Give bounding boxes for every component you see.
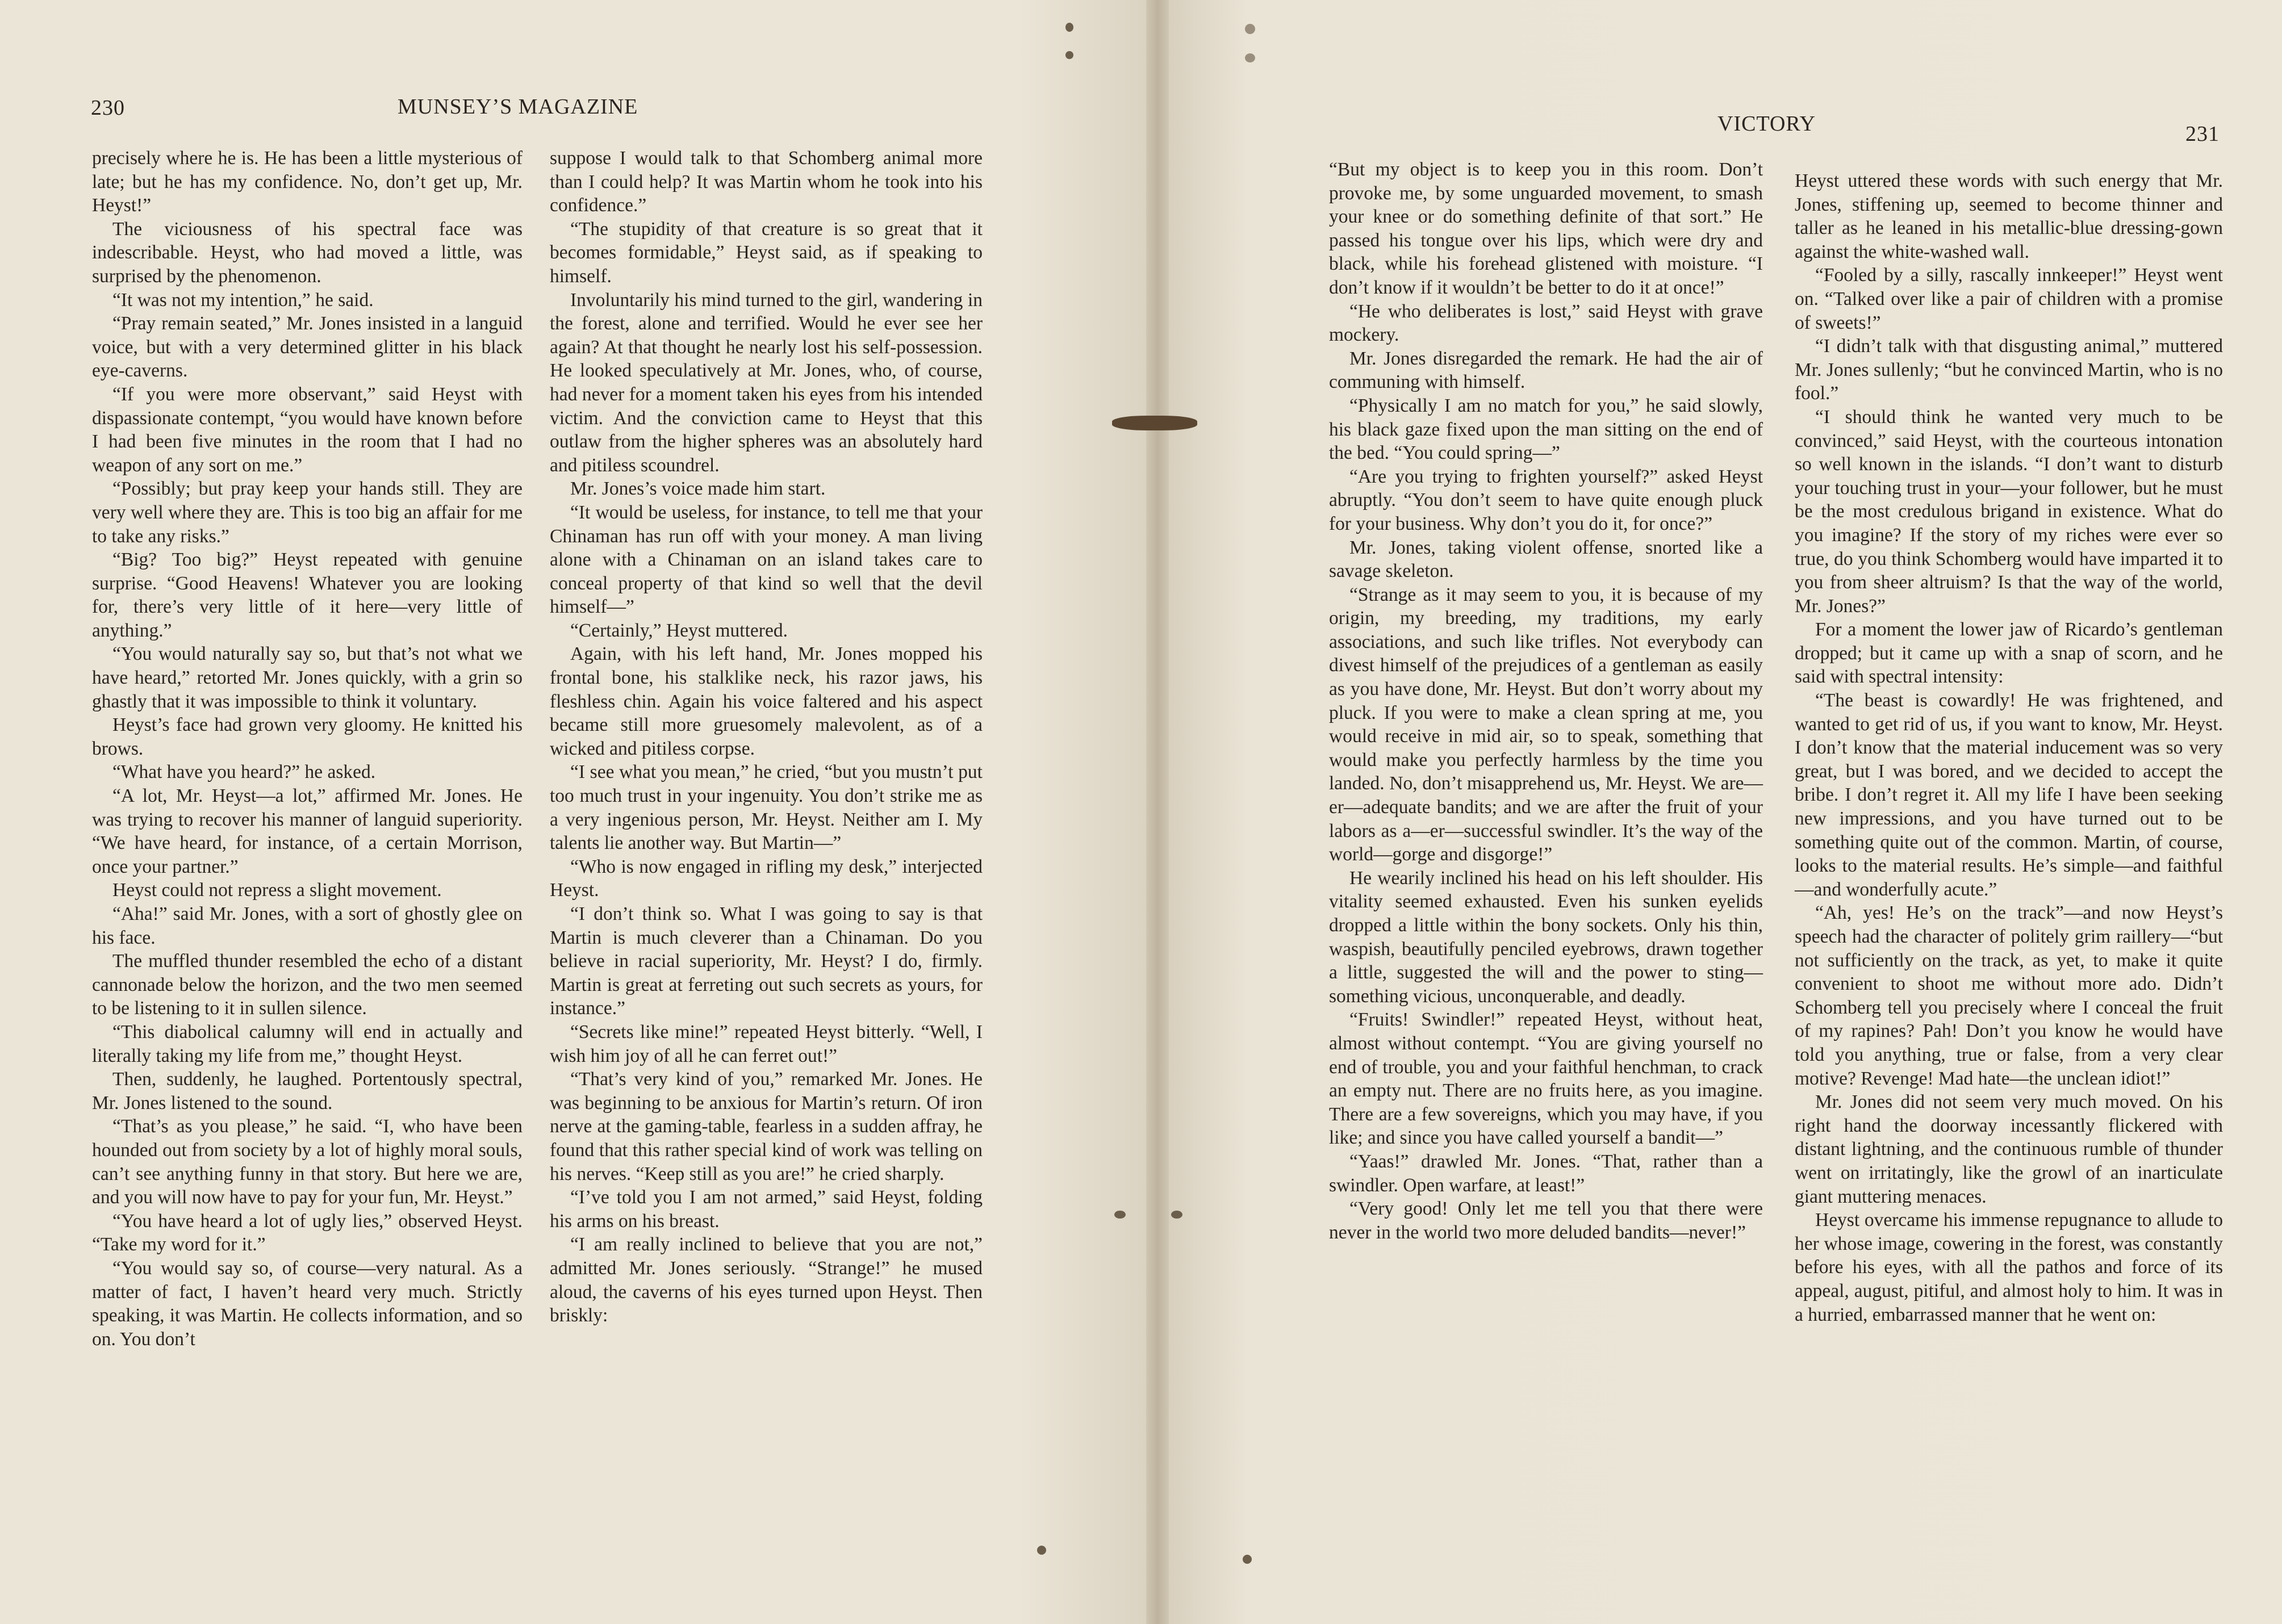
paragraph: “The stupidity of that creature is so great that it becomes formidable,” Heyst said, as if speaking to himself. <box>550 218 983 287</box>
paragraph: “Very good! Only let me tell you that there were never in the world two more deluded bandits—never!” <box>1329 1198 1763 1243</box>
paragraph: “I don’t think so. What I was going to say is that Martin is much cleverer than a Chinaman. Do you believe in racial superiority, Mr. Heyst? I do, firmly. Martin is great at ferreting out such secrets as yours, for instance.” <box>550 903 983 1019</box>
paragraph: He wearily inclined his head on his left shoulder. His vitality seemed exhausted. Even his sunken eyelids dropped a little within the bony sockets. Only his thin, waspish, beautifully penciled eyebrows, drawn together a little, suggested the will and the power to sting—something vicious, unconquerable, and deadly. <box>1329 867 1763 1007</box>
paragraph: Involuntarily his mind turned to the girl, wandering in the forest, alone and terrified. Would he ever see her again? At that thought he nearly lost his self-possession. He looked speculatively at Mr. Jones, who, of course, had never for a moment taken his eyes from his intended victim. And the conviction came to Heyst that this outlaw from the higher spheres was an absolutely hard and pitiless scoundrel. <box>550 289 983 476</box>
paragraph: Mr. Jones disregarded the remark. He had the air of communing with himself. <box>1329 348 1763 393</box>
paragraph: “Are you trying to frighten yourself?” asked Heyst abruptly. “You don’t seem to have quite enough pluck for your business. Why don’t you do it, for once?” <box>1329 466 1763 534</box>
paragraph: “What have you heard?” he asked. <box>112 761 376 783</box>
paragraph: “But my object is to keep you in this room. Don’t provoke me, by some unguarded movement, to smash your knee or do something definite of that sort.” He passed his tongue over his lips, which were dry and black, while his forehead glistened with moisture. “I don’t know if it wouldn’t be better to do it at once!” <box>1329 159 1763 298</box>
text-column-2 <box>550 147 983 1328</box>
paragraph: “The beast is cowardly! He was frightened, and wanted to get rid of us, if you want to know, Mr. Heyst. I don’t know that the material inducement was so very great, but I was bored, and we decided to accept the bribe. I don’t regret it. All my life I have been seeking new impressions, and you have turned out to be something quite out of the common. Martin, of course, looks to the material results. He’s simple—and faithful—and wonderfully acute.” <box>1795 690 2223 900</box>
binding-stain <box>1112 416 1197 430</box>
paragraph: “I see what you mean,” he cried, “but you mustn’t put too much trust in your ingenuity. You don’t strike me as a very ingenious person, Mr. Heyst. Neither am I. My talents lie another way. But Martin—” <box>550 761 983 854</box>
paragraph: “You would naturally say so, but that’s not what we have heard,” retorted Mr. Jones quickly, with a grin so ghastly that it was impossible to think it voluntary. <box>92 643 523 712</box>
binding-hole <box>1065 51 1073 59</box>
paragraph: Heyst overcame his immense repugnance to allude to her whose image, cowering in the forest, was constantly before his eyes, with all the pathos and force of its appeal, august, pitiful, and almost holy to him. It was in a hurried, embarrassed manner that he went on: <box>1795 1209 2223 1325</box>
binding-hole <box>1245 24 1255 34</box>
paragraph: “I’ve told you I am not armed,” said Heyst, folding his arms on his breast. <box>550 1187 983 1232</box>
paragraph: For a moment the lower jaw of Ricardo’s gentleman dropped; but it came up with a snap of scorn, and he said with spectral intensity: <box>1795 619 2223 688</box>
paragraph: “Big? Too big?” Heyst repeated with genuine surprise. “Good Heavens! Whatever you are looking for, there’s very little of it here—very little of anything.” <box>92 549 523 641</box>
paragraph: “That’s as you please,” he said. “I, who have been hounded out from society by a lot of highly moral souls, can’t see anything funny in that story. But here we are, and you will now have to pay for your fun, Mr. Heyst.” <box>92 1116 523 1208</box>
paragraph: “Ah, yes! He’s on the track”—and now Heyst’s speech had the character of politely grim raillery—“but not sufficiently on the track, as yet, to make it quite convenient to shoot me without more ado. Didn’t Schomberg tell you precisely where I conceal the fruit of my rapines? Pah! Don’t you know he would have told you anything, true or false, from a very clear motive? Revenge! Mad hate—the unclean idiot!” <box>1795 902 2223 1089</box>
paragraph: Again, with his left hand, Mr. Jones mopped his frontal bone, his stalklike neck, his razor jaws, his fleshless chin. Again his voice faltered and his aspect became still more gruesomely malevolent, as of a wicked and pitiless corpse. <box>550 643 983 759</box>
paragraph: “I didn’t talk with that disgusting animal,” muttered Mr. Jones sullenly; “but he convinced Martin, who is no fool.” <box>1795 336 2223 404</box>
paragraph: Heyst’s face had grown very gloomy. He knitted his brows. <box>92 714 523 759</box>
binding-gutter <box>1146 0 1169 1624</box>
paragraph: “Strange as it may seem to you, it is because of my origin, my breeding, my traditions, my early associations, and such like trifles. Not everybody can divest himself of the prejudices of a gentleman as easily as you have done, Mr. Heyst. But don’t worry about my pluck. If you were to make a clean spring at me, you would receive in mid air, so to speak, something that would make you perfectly harmless by the time you landed. No, don’t misapprehend us, Mr. Heyst. We are—er—adequate bandits; and we are after the fruit of your labors as a—er—successful swindler. It’s the way of the world—gorge and disgorge!” <box>1329 584 1763 865</box>
paragraph: “A lot, Mr. Heyst—a lot,” affirmed Mr. Jones. He was trying to recover his manner of languid superiority. “We have heard, for instance, of a certain Morrison, once your partner.” <box>92 785 523 877</box>
binding-hole <box>1245 53 1255 62</box>
paragraph: “Certainly,” Heyst muttered. <box>570 620 788 641</box>
paragraph: Mr. Jones, taking violent offense, snorted like a savage skeleton. <box>1329 537 1763 582</box>
paragraph: The muffled thunder resembled the echo of a distant cannonade below the horizon, and the two men seemed to be listening to it in sullen silence. <box>92 951 523 1019</box>
paragraph: “You would say so, of course—very natural. As a matter of fact, I haven’t heard very much. Strictly speaking, it was Martin. He collects information, and so on. You don’t <box>92 1257 523 1350</box>
paragraph: Heyst could not repress a slight movement. <box>112 880 442 901</box>
paragraph: “Aha!” said Mr. Jones, with a sort of ghostly glee on his face. <box>92 903 523 948</box>
paragraph: The viciousness of his spectral face was indescribable. Heyst, who had moved a little, was surprised by the phenomenon. <box>92 218 523 287</box>
paragraph: “Fooled by a silly, rascally innkeeper!” Heyst went on. “Talked over like a pair of children with a promise of sweets!” <box>1795 265 2223 333</box>
paragraph: Heyst uttered these words with such energy that Mr. Jones, stiffening up, seemed to become thinner and taller as he leaned in his metallic-blue dressing-gown against the white-washed wall. <box>1795 170 2223 262</box>
paragraph: “I am really inclined to believe that you are not,” admitted Mr. Jones seriously. “Strange!” he mused aloud, the caverns of his eyes turned upon Heyst. Then briskly: <box>550 1234 983 1326</box>
paragraph: “Fruits! Swindler!” repeated Heyst, without heat, almost without contempt. “You are giving yourself no end of trouble, you and your faithful henchman, to crack an empty nut. There are no fruits here, as you imagine. There are a few sovereigns, which you may have, if you like; and since you have called yourself a bandit—” <box>1329 1009 1763 1149</box>
text-column-4 <box>1795 169 2223 1326</box>
paragraph: “Pray remain seated,” Mr. Jones insisted in a languid voice, but with a very determined glitter in his black eye-caverns. <box>92 313 523 382</box>
left-running-head: MUNSEY’S MAGAZINE <box>398 95 638 119</box>
paragraph: suppose I would talk to that Schomberg animal more than I could help? It was Martin whom he took into his confidence.” <box>550 148 983 216</box>
paragraph: “This diabolical calumny will end in actually and literally taking my life from me,” thought Heyst. <box>92 1021 523 1066</box>
text-column-1 <box>92 147 523 1351</box>
binding-hole <box>1171 1211 1182 1219</box>
binding-hole <box>1243 1555 1252 1564</box>
paragraph: “He who deliberates is lost,” said Heyst with grave mockery. <box>1329 300 1763 346</box>
paragraph: “It was not my intention,” he said. <box>112 289 374 311</box>
paragraph: “That’s very kind of you,” remarked Mr. Jones. He was beginning to be anxious for Martin’s return. Of iron nerve at the gaming-table, fearless in a sudden affray, he found that this rather special kind of work was telling on his nerves. “Keep still as you are!” he cried sharply. <box>550 1069 983 1184</box>
paragraph: “You have heard a lot of ugly lies,” observed Heyst. “Take my word for it.” <box>92 1210 523 1255</box>
binding-hole <box>1037 1546 1046 1555</box>
paragraph: “Who is now engaged in rifling my desk,” interjected Heyst. <box>550 856 983 901</box>
binding-hole <box>1114 1211 1126 1219</box>
paragraph: precisely where he is. He has been a little mysterious of late; but he has my confidence. No, don’t get up, Mr. Heyst!” <box>92 148 523 216</box>
binding-hole <box>1065 23 1073 32</box>
paragraph: “It would be useless, for instance, to tell me that your Chinaman has run off with your money. A man living alone with a Chinaman on an island takes care to conceal property of that kind so well that the devil himself—” <box>550 501 983 618</box>
right-running-head: VICTORY <box>1717 112 1816 136</box>
right-page-number: 231 <box>2185 122 2220 146</box>
paragraph: “Yaas!” drawled Mr. Jones. “That, rather than a swindler. Open warfare, at least!” <box>1329 1150 1763 1196</box>
paragraph: Mr. Jones did not seem very much moved. On his right hand the doorway incessantly flickered with distant lightning, and the continuous rumble of thunder went on irritatingly, like the growl of an inarticulate giant muttering menaces. <box>1795 1091 2223 1207</box>
paragraph: “Secrets like mine!” repeated Heyst bitterly. “Well, I wish him joy of all he can ferret out!” <box>550 1021 983 1066</box>
paragraph: “I should think he wanted very much to be convinced,” said Heyst, with the courteous intonation so well known in the islands. “I don’t want to disturb your touching trust in your—your follower, but he must be the most credulous brigand in existence. What do you imagine? If the story of my riches were ever so true, do you think Schomberg would have imparted it to you from sheer altruism? Is that the way of the world, Mr. Jones?” <box>1795 406 2223 617</box>
paragraph: “Physically I am no match for you,” he said slowly, his black gaze fixed upon the man sitting on the end of the bed. “You could spring—” <box>1329 395 1763 464</box>
paragraph: Then, suddenly, he laughed. Portentously spectral, Mr. Jones listened to the sound. <box>92 1069 523 1114</box>
paragraph: Mr. Jones’s voice made him start. <box>570 478 826 500</box>
paragraph: “If you were more observant,” said Heyst with dispassionate contempt, “you would have known before I had been five minutes in the room that I had no weapon of any sort on me.” <box>92 383 523 476</box>
text-column-3 <box>1329 158 1763 1244</box>
paragraph: “Possibly; but pray keep your hands still. They are very well where they are. This is too big an affair for me to take any risks.” <box>92 478 523 547</box>
left-page-number: 230 <box>91 96 125 120</box>
